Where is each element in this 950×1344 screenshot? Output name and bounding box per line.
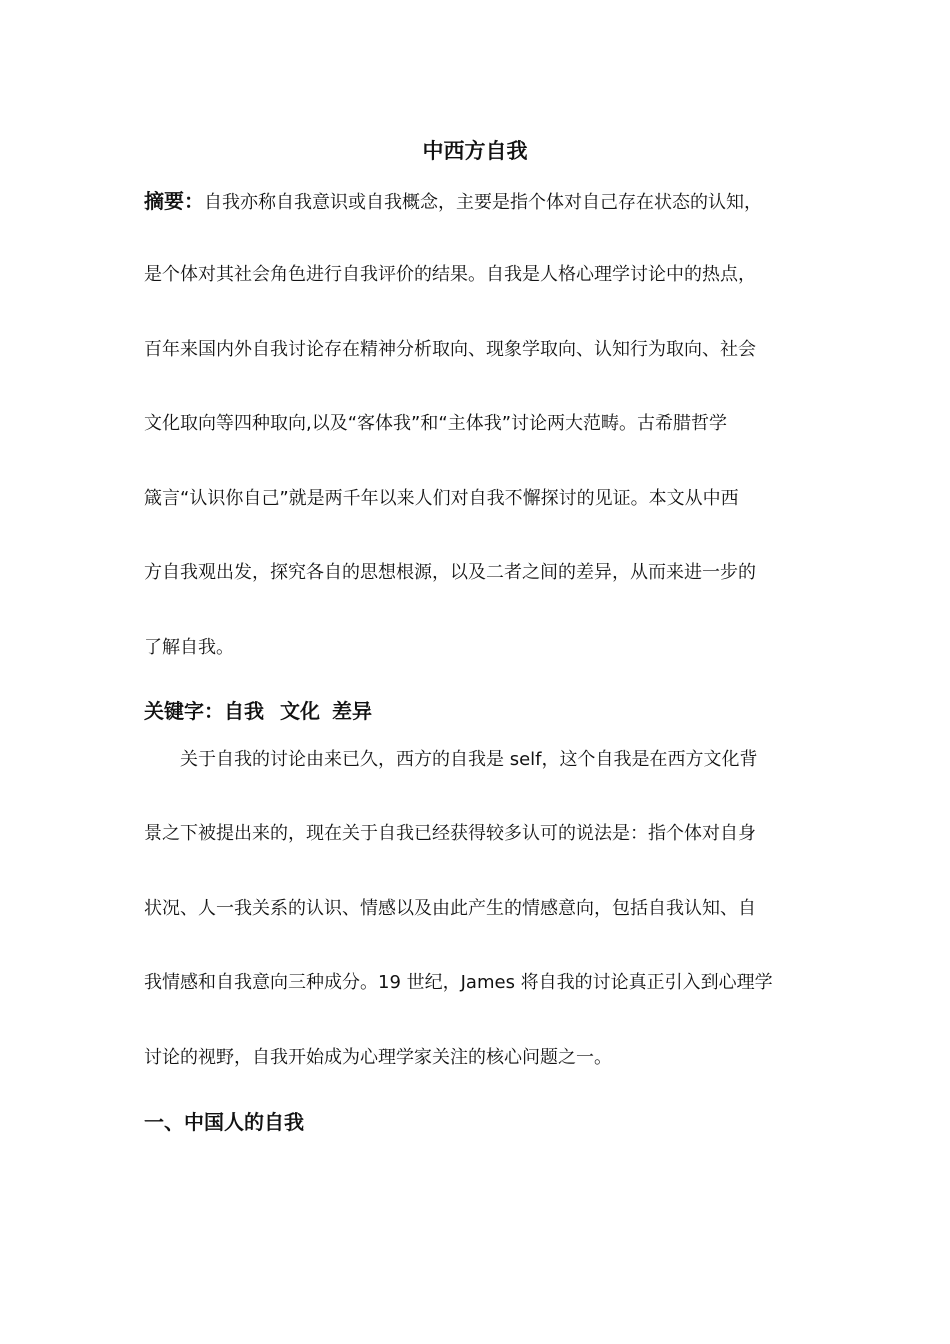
- intro-line-1: 关于自我的讨论由来已久，西方的自我是 self，这个自我是在西方文化背: [180, 749, 758, 770]
- abstract-line-4: 文化取向等四种取向,以及“客体我”和“主体我”讨论两大范畴。古希腊哲学: [144, 413, 728, 434]
- intro-line-5: 讨论的视野，自我开始成为心理学家关注的核心问题之一。: [144, 1047, 612, 1068]
- keywords-label: 关键字：: [144, 699, 224, 723]
- abstract-line-7: 了解自我。: [144, 637, 234, 658]
- section-heading: 一、中国人的自我: [144, 1110, 304, 1134]
- keyword-3: 差异: [332, 699, 372, 723]
- abstract-line-6: 方自我观出发，探究各自的思想根源，以及二者之间的差异，从而来进一步的: [144, 562, 756, 583]
- abstract-line-5: 箴言“认识你自己”就是两千年以来人们对自我不懈探讨的见证。本文从中西: [144, 488, 739, 509]
- abstract-line-3: 百年来国内外自我讨论存在精神分析取向、现象学取向、认知行为取向、社会: [144, 339, 756, 360]
- keyword-1: 自我: [224, 699, 264, 723]
- keyword-2: 文化: [280, 699, 320, 723]
- intro-line-3: 状况、人一我关系的认识、情感以及由此产生的情感意向，包括自我认知、自: [144, 898, 756, 919]
- abstract-line-2: 是个体对其社会角色进行自我评价的结果。自我是人格心理学讨论中的热点，: [144, 264, 756, 285]
- intro-line-2: 景之下被提出来的，现在关于自我已经获得较多认可的说法是：指个体对自身: [144, 823, 756, 844]
- abstract-label: 摘要：: [144, 189, 204, 213]
- document-title: 中西方自我: [422, 139, 528, 163]
- abstract-text-1: 自我亦称自我意识或自我概念，主要是指个体对自己存在状态的认知，: [204, 192, 762, 213]
- intro-line-4: 我情感和自我意向三种成分。19 世纪，James 将自我的讨论真正引入到心理学: [144, 972, 773, 993]
- abstract-line-1: [144, 187, 762, 217]
- keywords-line: [144, 696, 372, 726]
